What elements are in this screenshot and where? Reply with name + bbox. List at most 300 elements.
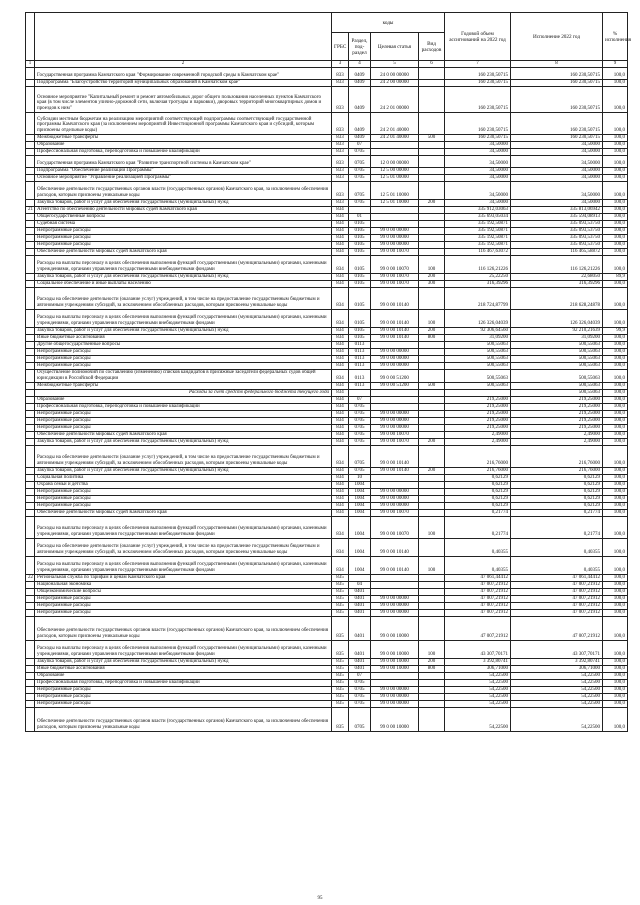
row-grbs: 835 bbox=[332, 609, 349, 616]
row-grbs: 835 bbox=[332, 581, 349, 588]
row-execution: 335 813,06942 bbox=[511, 206, 603, 213]
column-number: 2 bbox=[35, 61, 332, 68]
table-row bbox=[26, 241, 628, 248]
row-execution: 54,22500 bbox=[511, 686, 603, 693]
table-row bbox=[26, 148, 628, 155]
row-grbs: 834 bbox=[332, 280, 349, 287]
row-plan: 126 326,04039 bbox=[445, 309, 511, 327]
row-razdel: 0705 bbox=[349, 679, 371, 686]
row-vid bbox=[419, 481, 445, 488]
row-grbs: 833 bbox=[332, 86, 349, 112]
row-vid bbox=[419, 79, 445, 86]
row-grbs: 834 bbox=[332, 424, 349, 431]
row-razdel: 0705 bbox=[349, 445, 371, 467]
table-row bbox=[26, 700, 628, 707]
row-percent: 100,0 bbox=[603, 410, 628, 417]
row-grbs: 834 bbox=[332, 396, 349, 403]
row-percent: 100,0 bbox=[603, 467, 628, 474]
row-razdel: 0409 bbox=[349, 112, 371, 134]
row-execution: 47 007,21912 bbox=[511, 602, 603, 609]
row-execution: 0,21774 bbox=[511, 509, 603, 516]
row-vid bbox=[419, 227, 445, 234]
row-celevaya: 99 0 00 00000 bbox=[371, 495, 419, 502]
row-name: Обеспечение деятельности государственных органов власти (государственных органов) Камчатского края, за исключением обеспечения расходов, которым присвоены уникальные коды bbox=[35, 616, 332, 640]
row-plan: 335 192,50871 bbox=[445, 241, 511, 248]
row-celevaya: 99 0 00 10140 bbox=[371, 327, 419, 334]
row-percent: 100,0 bbox=[603, 255, 628, 273]
row-celevaya bbox=[371, 396, 419, 403]
row-razdel bbox=[349, 206, 371, 213]
column-number: 9 bbox=[603, 61, 628, 68]
table-row bbox=[26, 495, 628, 502]
row-execution: 116 465,58872 bbox=[511, 248, 603, 255]
row-razdel: 0409 bbox=[349, 67, 371, 79]
row-name: Подпрограмма "Благоустройство территорий муниципальных образований в Камчатском крае" bbox=[35, 79, 332, 86]
row-razdel: 0705 bbox=[349, 700, 371, 707]
row-name: Межбюджетные трансферты bbox=[35, 382, 332, 389]
row-grbs: 835 bbox=[332, 665, 349, 672]
row-percent: 100,0 bbox=[603, 658, 628, 665]
table-row bbox=[26, 588, 628, 595]
row-plan: 500,55063 bbox=[445, 348, 511, 355]
row-razdel: 0105 bbox=[349, 309, 371, 327]
table-row bbox=[26, 488, 628, 495]
row-vid bbox=[419, 679, 445, 686]
row-grbs: 834 bbox=[332, 502, 349, 509]
row-plan: 160 230,50715 bbox=[445, 79, 511, 86]
row-index bbox=[26, 227, 35, 234]
row-vid: 200 bbox=[419, 467, 445, 474]
header-grbs: ГРБС bbox=[332, 33, 349, 61]
row-plan: 0,21774 bbox=[445, 516, 511, 538]
row-execution: 0,40355 bbox=[511, 538, 603, 556]
row-percent: 100,0 bbox=[603, 602, 628, 609]
table-row bbox=[26, 516, 628, 538]
row-vid bbox=[419, 431, 445, 438]
row-index bbox=[26, 141, 35, 148]
row-plan: 31,09200 bbox=[445, 334, 511, 341]
row-percent: 100,0 bbox=[603, 79, 628, 86]
row-razdel: 0401 bbox=[349, 616, 371, 640]
row-razdel: 1004 bbox=[349, 538, 371, 556]
row-plan: 0,62129 bbox=[445, 474, 511, 481]
row-vid: 200 bbox=[419, 658, 445, 665]
row-percent: 100,0 bbox=[603, 362, 628, 369]
row-celevaya bbox=[371, 581, 419, 588]
row-razdel: 0705 bbox=[349, 174, 371, 181]
row-percent: 100,0 bbox=[603, 538, 628, 556]
row-plan: 500,55063 bbox=[445, 369, 511, 382]
row-execution: 31,09200 bbox=[511, 334, 603, 341]
row-name: Образование bbox=[35, 396, 332, 403]
row-grbs: 833 bbox=[332, 112, 349, 134]
row-celevaya: 99 0 00 00000 bbox=[371, 417, 419, 424]
row-name: Осуществление полномочий по составлению (изменению) списков кандидатов в присяжные заседатели федеральных судов общей юрисдикции в Российской Федерации bbox=[35, 369, 332, 382]
column-number: 1 bbox=[26, 61, 35, 68]
row-grbs: 834 bbox=[332, 287, 349, 309]
row-name: Социальная политика bbox=[35, 474, 332, 481]
row-razdel: 0705 bbox=[349, 155, 371, 167]
row-execution: 160 230,50715 bbox=[511, 79, 603, 86]
table-row bbox=[26, 112, 628, 134]
row-percent: 100,0 bbox=[603, 241, 628, 248]
row-celevaya: 12 5 01 10000 bbox=[371, 181, 419, 199]
row-razdel: 0705 bbox=[349, 467, 371, 474]
table-row bbox=[26, 248, 628, 255]
row-plan: 219,25000 bbox=[445, 410, 511, 417]
row-index bbox=[26, 481, 35, 488]
row-execution: 34,50000 bbox=[511, 199, 603, 206]
row-razdel: 0105 bbox=[349, 241, 371, 248]
row-percent: 100,0 bbox=[603, 686, 628, 693]
column-numbers-row bbox=[26, 61, 628, 68]
row-grbs: 834 bbox=[332, 403, 349, 410]
row-plan: 335 912,03063 bbox=[445, 206, 511, 213]
row-name: Непрограммные расходы bbox=[35, 700, 332, 707]
row-name: Непрограммные расходы bbox=[35, 227, 332, 234]
row-execution: 47 007,21912 bbox=[511, 588, 603, 595]
row-name: Расходы на выплаты персоналу в целях обеспечения выполнения функций государственными (муниципальными) органами, казенными учреждениями, органами управления государственными внебюджетными фондами bbox=[35, 556, 332, 574]
row-name: Образование bbox=[35, 672, 332, 679]
row-plan: 0,40355 bbox=[445, 538, 511, 556]
row-plan: 47 007,21912 bbox=[445, 609, 511, 616]
row-name: Непрограммные расходы bbox=[35, 609, 332, 616]
row-vid bbox=[419, 141, 445, 148]
row-execution: 160 230,50715 bbox=[511, 112, 603, 134]
row-plan: 160 230,50715 bbox=[445, 86, 511, 112]
row-execution: 500,55063 bbox=[511, 369, 603, 382]
row-celevaya: 99 0 00 10070 bbox=[371, 516, 419, 538]
table-row bbox=[26, 341, 628, 348]
row-execution: 116 126,21226 bbox=[511, 255, 603, 273]
row-execution: 500,55063 bbox=[511, 362, 603, 369]
row-execution: 47 007,21912 bbox=[511, 609, 603, 616]
row-grbs: 834 bbox=[332, 220, 349, 227]
table-row bbox=[26, 658, 628, 665]
row-celevaya bbox=[371, 403, 419, 410]
row-name: Государственная программа Камчатского края "Формирование современной городской среды в Камчатском крае" bbox=[35, 67, 332, 79]
row-index bbox=[26, 602, 35, 609]
row-plan: 0,62129 bbox=[445, 481, 511, 488]
row-razdel: 1004 bbox=[349, 502, 371, 509]
row-name: Непрограммные расходы bbox=[35, 424, 332, 431]
row-percent: 89,9 bbox=[603, 273, 628, 280]
table-row bbox=[26, 556, 628, 574]
row-execution: 34,50000 bbox=[511, 174, 603, 181]
row-index bbox=[26, 287, 35, 309]
table-row bbox=[26, 141, 628, 148]
row-celevaya: 99 0 00 00000 bbox=[371, 241, 419, 248]
row-razdel: 0705 bbox=[349, 707, 371, 731]
row-grbs: 834 bbox=[332, 248, 349, 255]
row-execution: 47 007,21912 bbox=[511, 616, 603, 640]
row-index bbox=[26, 389, 35, 396]
row-percent: 100,0 bbox=[603, 134, 628, 141]
row-grbs: 833 bbox=[332, 199, 349, 206]
row-vid bbox=[419, 538, 445, 556]
row-vid bbox=[419, 355, 445, 362]
row-vid bbox=[419, 241, 445, 248]
row-celevaya: 99 0 00 10140 bbox=[371, 334, 419, 341]
row-plan: 54,22500 bbox=[445, 693, 511, 700]
row-vid bbox=[419, 174, 445, 181]
row-name: Расходы на выплаты персоналу в целях обеспечения выполнения функций государственными (муниципальными) органами, казенными учреждениями, органами управления государственными внебюджетными фондами bbox=[35, 516, 332, 538]
table-row bbox=[26, 502, 628, 509]
row-name: Непрограммные расходы bbox=[35, 355, 332, 362]
row-vid bbox=[419, 574, 445, 581]
row-index bbox=[26, 509, 35, 516]
row-grbs: 834 bbox=[332, 241, 349, 248]
row-index bbox=[26, 495, 35, 502]
row-celevaya bbox=[371, 213, 419, 220]
row-vid bbox=[419, 424, 445, 431]
row-name: Иные бюджетные ассигнования bbox=[35, 665, 332, 672]
row-execution: 500,55063 bbox=[511, 355, 603, 362]
row-razdel: 1004 bbox=[349, 481, 371, 488]
row-grbs: 834 bbox=[332, 206, 349, 213]
row-grbs: 834 bbox=[332, 389, 349, 396]
row-grbs: 833 bbox=[332, 67, 349, 79]
row-index bbox=[26, 538, 35, 556]
row-percent: 100,0 bbox=[603, 707, 628, 731]
row-percent: 100,0 bbox=[603, 280, 628, 287]
row-name: Другие общегосударственные вопросы bbox=[35, 341, 332, 348]
row-percent: 100,0 bbox=[603, 595, 628, 602]
row-vid bbox=[419, 396, 445, 403]
row-plan: 34,50000 bbox=[445, 181, 511, 199]
row-plan: 0,62129 bbox=[445, 502, 511, 509]
table-row bbox=[26, 574, 628, 581]
row-razdel: 0401 bbox=[349, 602, 371, 609]
row-vid: 200 bbox=[419, 327, 445, 334]
row-grbs: 833 bbox=[332, 174, 349, 181]
row-razdel: 1004 bbox=[349, 488, 371, 495]
table-row bbox=[26, 389, 628, 396]
row-celevaya: 99 0 00 10000 bbox=[371, 707, 419, 731]
row-index bbox=[26, 445, 35, 467]
row-execution: 47 007,21912 bbox=[511, 595, 603, 602]
page-number: 95 bbox=[317, 896, 323, 901]
row-plan: 116 467,63072 bbox=[445, 248, 511, 255]
row-name: Расходы на выплаты персоналу в целях обеспечения выполнения функций государственными (муниципальными) органами, казенными учреждениями, органами управления государственными внебюджетными фондами bbox=[35, 640, 332, 658]
row-name: Обеспечение деятельности мировых судей Камчатского края bbox=[35, 509, 332, 516]
row-percent: 100,0 bbox=[603, 502, 628, 509]
row-razdel: 0705 bbox=[349, 693, 371, 700]
row-plan: 216,76000 bbox=[445, 445, 511, 467]
row-plan: 0,62129 bbox=[445, 495, 511, 502]
row-index bbox=[26, 640, 35, 658]
table-row bbox=[26, 417, 628, 424]
row-plan: 160 230,50715 bbox=[445, 134, 511, 141]
column-number: 7 bbox=[445, 61, 511, 68]
row-grbs: 835 bbox=[332, 658, 349, 665]
row-vid: 100 bbox=[419, 640, 445, 658]
table-row bbox=[26, 509, 628, 516]
row-execution: 216,76000 bbox=[511, 445, 603, 467]
row-razdel: 07 bbox=[349, 141, 371, 148]
row-vid: 500 bbox=[419, 134, 445, 141]
row-grbs: 834 bbox=[332, 445, 349, 467]
row-razdel: 0105 bbox=[349, 220, 371, 227]
row-plan: 43 307,70171 bbox=[445, 640, 511, 658]
row-index: 21 bbox=[26, 206, 35, 213]
row-execution: 500,55063 bbox=[511, 389, 603, 396]
row-celevaya: 99 0 00 51200 bbox=[371, 382, 419, 389]
row-grbs: 835 bbox=[332, 595, 349, 602]
row-execution: 0,62129 bbox=[511, 481, 603, 488]
table-row bbox=[26, 707, 628, 731]
row-percent: 100,0 bbox=[603, 148, 628, 155]
row-celevaya: 99 0 00 10070 bbox=[371, 431, 419, 438]
row-index bbox=[26, 474, 35, 481]
row-razdel: 1004 bbox=[349, 516, 371, 538]
row-celevaya: 99 0 00 10140 bbox=[371, 538, 419, 556]
row-plan: 34,50000 bbox=[445, 148, 511, 155]
row-grbs: 835 bbox=[332, 616, 349, 640]
row-execution: 219,25000 bbox=[511, 403, 603, 410]
table-row bbox=[26, 334, 628, 341]
row-razdel: 04 bbox=[349, 581, 371, 588]
header-execution: Исполнение 2022 год bbox=[511, 13, 603, 61]
row-execution: 160 230,50715 bbox=[511, 86, 603, 112]
row-execution: 43 307,70171 bbox=[511, 640, 603, 658]
row-grbs: 834 bbox=[332, 474, 349, 481]
row-percent: 100,0 bbox=[603, 693, 628, 700]
row-vid bbox=[419, 348, 445, 355]
table-row bbox=[26, 327, 628, 334]
row-celevaya: 99 0 00 10000 bbox=[371, 616, 419, 640]
row-vid bbox=[419, 672, 445, 679]
row-name: Обеспечение деятельности мировых судей Камчатского края bbox=[35, 431, 332, 438]
row-grbs: 834 bbox=[332, 369, 349, 382]
table-row bbox=[26, 348, 628, 355]
row-execution: 0,21774 bbox=[511, 516, 603, 538]
row-razdel: 0105 bbox=[349, 287, 371, 309]
row-percent: 100,0 bbox=[603, 67, 628, 79]
row-razdel: 0705 bbox=[349, 410, 371, 417]
row-execution: 34,50000 bbox=[511, 155, 603, 167]
row-execution: 2,49000 bbox=[511, 438, 603, 445]
row-plan: 54,22500 bbox=[445, 700, 511, 707]
row-name: Непрограммные расходы bbox=[35, 602, 332, 609]
row-name: Непрограммные расходы bbox=[35, 595, 332, 602]
row-percent: 100,0 bbox=[603, 640, 628, 658]
row-execution: 316,39296 bbox=[511, 280, 603, 287]
table-row bbox=[26, 609, 628, 616]
row-grbs: 835 bbox=[332, 679, 349, 686]
row-celevaya bbox=[371, 341, 419, 348]
row-index bbox=[26, 148, 35, 155]
row-celevaya bbox=[371, 672, 419, 679]
row-plan: 306,71000 bbox=[445, 665, 511, 672]
row-percent: 100,0 bbox=[603, 167, 628, 174]
table-row bbox=[26, 616, 628, 640]
row-percent: 100,0 bbox=[603, 334, 628, 341]
row-grbs: 834 bbox=[332, 438, 349, 445]
row-name: Закупка товаров, работ и услуг для обеспечения государственных (муниципальных) нужд bbox=[35, 658, 332, 665]
row-razdel: 0105 bbox=[349, 248, 371, 255]
row-vid bbox=[419, 474, 445, 481]
row-percent: 100,0 bbox=[603, 509, 628, 516]
row-index bbox=[26, 255, 35, 273]
row-execution: 126 326,04039 bbox=[511, 309, 603, 327]
row-execution: 54,22500 bbox=[511, 700, 603, 707]
column-number: 4 bbox=[349, 61, 371, 68]
table-row bbox=[26, 280, 628, 287]
row-vid bbox=[419, 206, 445, 213]
row-index bbox=[26, 502, 35, 509]
row-vid: 200 bbox=[419, 273, 445, 280]
table-row bbox=[26, 86, 628, 112]
row-plan: 34,50000 bbox=[445, 174, 511, 181]
row-percent: 100,0 bbox=[603, 574, 628, 581]
row-percent: 100,0 bbox=[603, 556, 628, 574]
row-razdel: 0113 bbox=[349, 362, 371, 369]
row-celevaya: 99 0 00 00000 bbox=[371, 234, 419, 241]
row-grbs: 833 bbox=[332, 167, 349, 174]
row-razdel: 0409 bbox=[349, 134, 371, 141]
row-name: Региональная служба по тарифам и ценам Камчатского края bbox=[35, 574, 332, 581]
row-percent: 99,9 bbox=[603, 327, 628, 334]
table-row bbox=[26, 213, 628, 220]
row-name: Закупка товаров, работ и услуг для обеспечения государственных (муниципальных) нужд bbox=[35, 273, 332, 280]
row-plan bbox=[445, 389, 511, 396]
table-row bbox=[26, 410, 628, 417]
row-index bbox=[26, 341, 35, 348]
row-plan: 500,55063 bbox=[445, 341, 511, 348]
row-celevaya bbox=[371, 679, 419, 686]
row-razdel: 0113 bbox=[349, 382, 371, 389]
row-percent: 100,0 bbox=[603, 581, 628, 588]
row-index bbox=[26, 155, 35, 167]
row-vid: 500 bbox=[419, 382, 445, 389]
row-grbs: 834 bbox=[332, 213, 349, 220]
row-celevaya: 99 0 00 00000 bbox=[371, 693, 419, 700]
row-execution: 219,25000 bbox=[511, 417, 603, 424]
row-grbs: 834 bbox=[332, 538, 349, 556]
row-name: Расходы на выплаты персоналу в целях обеспечения выполнения функций государственными (муниципальными) органами, казенными учреждениями, органами управления государственными внебюджетными фондами bbox=[35, 309, 332, 327]
row-name: Судебная система bbox=[35, 220, 332, 227]
column-number: 6 bbox=[419, 61, 445, 68]
table-row bbox=[26, 672, 628, 679]
row-name: Закупка товаров, работ и услуг для обеспечения государственных (муниципальных) нужд bbox=[35, 199, 332, 206]
row-index bbox=[26, 679, 35, 686]
row-plan: 0,40355 bbox=[445, 556, 511, 574]
row-execution: 219,25000 bbox=[511, 396, 603, 403]
row-celevaya bbox=[371, 574, 419, 581]
row-percent: 100,0 bbox=[603, 616, 628, 640]
table-row bbox=[26, 174, 628, 181]
row-razdel: 0401 bbox=[349, 665, 371, 672]
row-execution: 160 230,50715 bbox=[511, 134, 603, 141]
row-execution: 92 210,21639 bbox=[511, 327, 603, 334]
row-vid bbox=[419, 686, 445, 693]
row-grbs: 834 bbox=[332, 495, 349, 502]
row-index bbox=[26, 658, 35, 665]
row-plan: 47 007,21912 bbox=[445, 588, 511, 595]
row-percent: 100,0 bbox=[603, 445, 628, 467]
row-celevaya: 99 0 00 10070 bbox=[371, 438, 419, 445]
row-grbs: 834 bbox=[332, 556, 349, 574]
row-plan: 219,25000 bbox=[445, 424, 511, 431]
row-percent: 100,0 bbox=[603, 199, 628, 206]
row-percent: 100,0 bbox=[603, 181, 628, 199]
row-celevaya: 99 0 00 10000 bbox=[371, 658, 419, 665]
row-celevaya: 99 0 00 00000 bbox=[371, 686, 419, 693]
row-name: Основное мероприятие "Капитальный ремонт и ремонт автомобильных дорог общего пользования населенных пунктов Камчатского края (в том числе элементов улично-дорожной сети, включая тротуары и парковки), дворовых территорий многоквартирных домов и проездов к ним" bbox=[35, 86, 332, 112]
row-celevaya: 99 0 00 00000 bbox=[371, 602, 419, 609]
row-name: Непрограммные расходы bbox=[35, 234, 332, 241]
